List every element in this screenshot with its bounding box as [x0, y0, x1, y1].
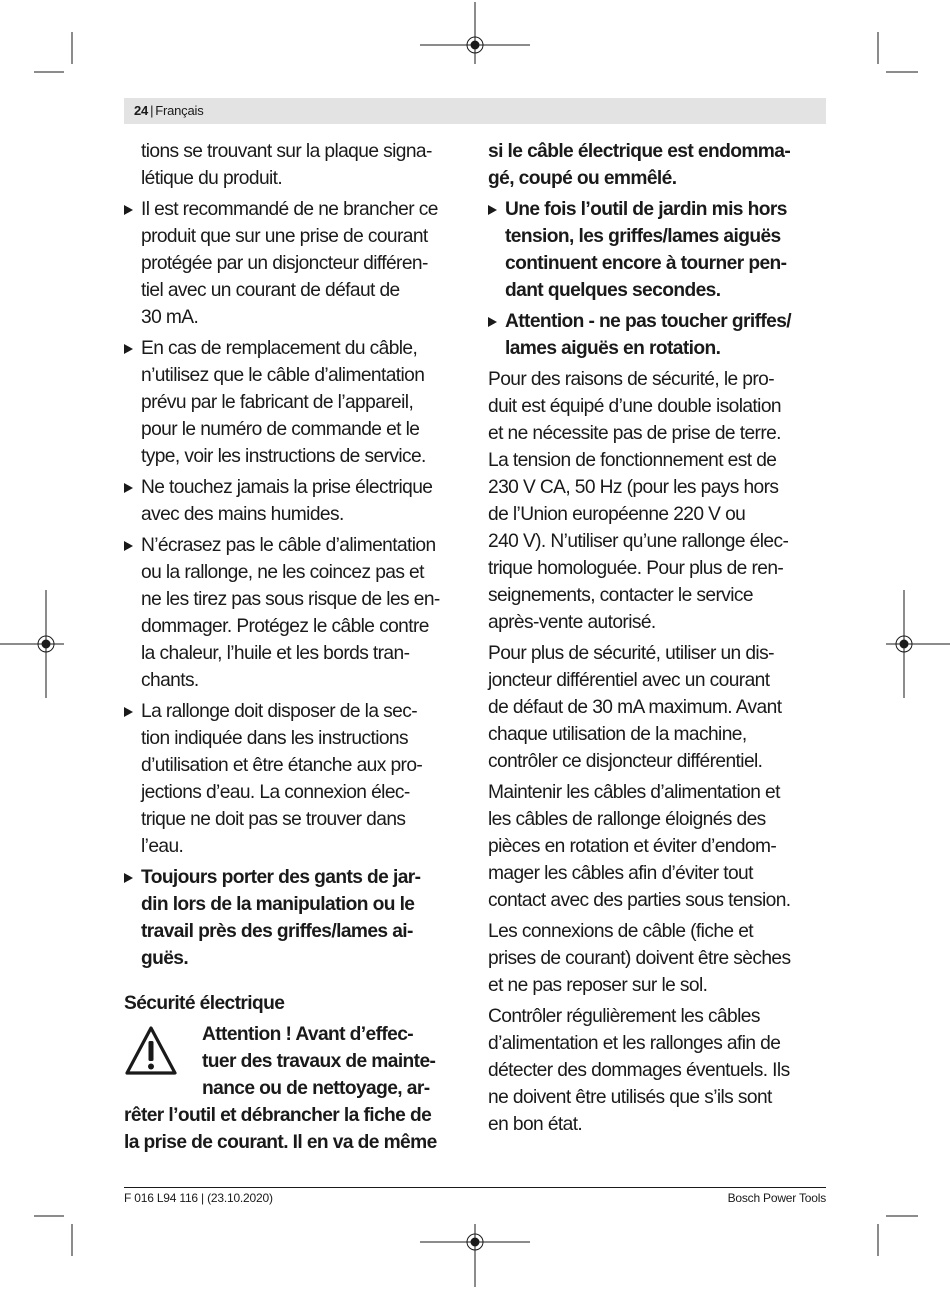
text-line: type, voir les instructions de service. — [141, 446, 426, 467]
text-line: dommager. Protégez le câble contre — [141, 616, 429, 637]
text-line: tiel avec un courant de défaut de — [141, 280, 400, 301]
text-line: contact avec des parties sous tension. — [488, 890, 791, 911]
text-line: trique homologuée. Pour plus de ren- — [488, 558, 784, 579]
text-line: 30 mA. — [141, 307, 199, 328]
text-line: létique du produit. — [141, 168, 283, 189]
text-line: tension, les griffes/lames aiguës — [505, 226, 781, 247]
right-column — [488, 138, 828, 1142]
text-line: ne les tirez pas sous risque de les en- — [141, 589, 440, 610]
text-line: trique ne doit pas se trouver dans — [141, 809, 406, 830]
text-line: 230 V CA, 50 Hz (pour les pays hors — [488, 477, 779, 498]
text-line: jections d’eau. La connexion élec- — [141, 782, 410, 803]
text-line: de défaut de 30 mA maximum. Avant — [488, 697, 782, 718]
text-line: Il est recommandé de ne brancher ce — [141, 199, 438, 220]
text-line: La rallonge doit disposer de la sec- — [141, 701, 417, 722]
bullet-arrow-icon — [124, 344, 133, 354]
warning-block — [124, 1021, 466, 1156]
body-paragraph — [488, 366, 828, 636]
bullet-arrow-icon — [124, 483, 133, 493]
text-line: Attention ! Avant d’effec- — [202, 1024, 414, 1045]
text-line: guës. — [141, 948, 189, 969]
bullet-item — [124, 698, 466, 860]
text-line: avec des mains humides. — [141, 504, 344, 525]
text-line: n’utilisez que le câble d’alimentation — [141, 365, 425, 386]
text-line: N’écrasez pas le câble d’alimentation — [141, 535, 436, 556]
text-line: nance ou de nettoyage, ar- — [202, 1078, 430, 1099]
text-line: Pour plus de sécurité, utiliser un dis- — [488, 643, 774, 664]
text-line: pour le numéro de commande et le — [141, 419, 420, 440]
header-language: Français — [155, 103, 204, 118]
text-line: En cas de remplacement du câble, — [141, 338, 418, 359]
body-paragraph — [488, 779, 828, 914]
text-line: détecter des dommages éventuels. Ils — [488, 1060, 790, 1081]
bullet-arrow-icon — [488, 205, 497, 215]
text-line: en bon état. — [488, 1114, 583, 1135]
text-line: prévu par le fabricant de l’appareil, — [141, 392, 414, 413]
bullet-arrow-icon — [124, 205, 133, 215]
bullet-item — [124, 532, 466, 694]
text-line: Toujours porter des gants de jar- — [141, 867, 421, 888]
text-line: Ne touchez jamais la prise électrique — [141, 477, 433, 498]
footer-rule — [124, 1187, 826, 1188]
text-line: l’eau. — [141, 836, 184, 857]
text-line: dant quelques secondes. — [505, 280, 721, 301]
bullet-arrow-icon — [124, 707, 133, 717]
text-line: Pour des raisons de sécurité, le pro- — [488, 369, 775, 390]
page-header-bar — [124, 98, 826, 124]
text-line: si le câble électrique est endomma- — [488, 141, 791, 162]
footer-brand: Bosch Power Tools — [727, 1191, 826, 1205]
text-line: Maintenir les câbles d’alimentation et — [488, 782, 780, 803]
bullet-item — [124, 196, 466, 331]
text-line: produit que sur une prise de courant — [141, 226, 428, 247]
bullet-arrow-icon — [488, 317, 497, 327]
text-line: travail près des griffes/lames ai- — [141, 921, 413, 942]
text-line: après-vente autorisé. — [488, 612, 656, 633]
text-line: la prise de courant. Il en va de même — [124, 1132, 437, 1153]
text-line: protégée par un disjoncteur différen- — [141, 253, 428, 274]
text-line: contrôler ce disjoncteur différentiel. — [488, 751, 763, 772]
text-line: Contrôler régulièrement les câbles — [488, 1006, 760, 1027]
right-continuation-paragraph — [488, 138, 828, 192]
text-line: chaque utilisation de la machine, — [488, 724, 747, 745]
left-column — [124, 138, 466, 1156]
registration-mark-right — [886, 590, 950, 698]
text-line: Une fois l’outil de jardin mis hors — [505, 199, 787, 220]
bullet-item — [124, 474, 466, 528]
body-paragraph — [488, 640, 828, 775]
body-paragraph — [488, 918, 828, 999]
text-line: pièces en rotation et éviter d’endom- — [488, 836, 777, 857]
text-line: tion indiquée dans les instructions — [141, 728, 408, 749]
text-line: tuer des travaux de mainte- — [202, 1051, 436, 1072]
text-line: Attention - ne pas toucher griffes/ — [505, 311, 792, 332]
text-line: la chaleur, l’huile et les bords tran- — [141, 643, 410, 664]
registration-mark-top — [420, 2, 530, 64]
text-line: et ne nécessite pas de prise de terre. — [488, 423, 781, 444]
text-line: seignements, contacter le service — [488, 585, 753, 606]
page-number: 24 — [134, 103, 149, 118]
text-line: gé, coupé ou emmêlé. — [488, 168, 677, 189]
text-line: continuent encore à tourner pen- — [505, 253, 787, 274]
bullet-item-bold — [488, 196, 828, 304]
text-line: La tension de fonctionnement est de — [488, 450, 777, 471]
bullet-item — [124, 335, 466, 470]
text-line: les câbles de rallonge éloignés des — [488, 809, 766, 830]
text-line: chants. — [141, 670, 199, 691]
page-header — [134, 103, 204, 119]
text-line: joncteur différentiel avec un courant — [488, 670, 770, 691]
bullet-item-bold — [124, 864, 466, 972]
text-line: tions se trouvant sur la plaque signa- — [141, 141, 432, 162]
left-continuation-paragraph — [124, 138, 466, 192]
text-line: lames aiguës en rotation. — [505, 338, 721, 359]
section-heading: Sécurité électrique — [124, 993, 285, 1014]
footer-document-id: F 016 L94 116 | (23.10.2020) — [124, 1191, 273, 1205]
text-line: prises de courant) doivent être sèches — [488, 948, 791, 969]
text-line: ne doivent être utilisés que s’ils sont — [488, 1087, 772, 1108]
text-line: ou la rallonge, ne les coincez pas et — [141, 562, 424, 583]
text-line: d’alimentation et les rallonges afin de — [488, 1033, 781, 1054]
text-line: mager les câbles afin d’éviter tout — [488, 863, 753, 884]
bullet-arrow-icon — [124, 541, 133, 551]
header-separator: | — [150, 103, 154, 118]
text-line: duit est équipé d’une double isolation — [488, 396, 781, 417]
text-line: et ne pas reposer sur le sol. — [488, 975, 708, 996]
text-line: d’utilisation et être étanche aux pro- — [141, 755, 423, 776]
warning-triangle-icon — [124, 1025, 178, 1079]
text-line: Les connexions de câble (fiche et — [488, 921, 753, 942]
text-line: din lors de la manipulation ou le — [141, 894, 415, 915]
bullet-item-bold — [488, 308, 828, 362]
text-line: rêter l’outil et débrancher la fiche de — [124, 1105, 432, 1126]
text-line: de l’Union européenne 220 V ou — [488, 504, 746, 525]
registration-mark-left — [0, 590, 64, 698]
body-paragraph — [488, 1003, 828, 1138]
registration-mark-bottom — [420, 1224, 530, 1287]
bullet-arrow-icon — [124, 873, 133, 883]
text-line: 240 V). N’utiliser qu’une rallonge élec- — [488, 531, 789, 552]
